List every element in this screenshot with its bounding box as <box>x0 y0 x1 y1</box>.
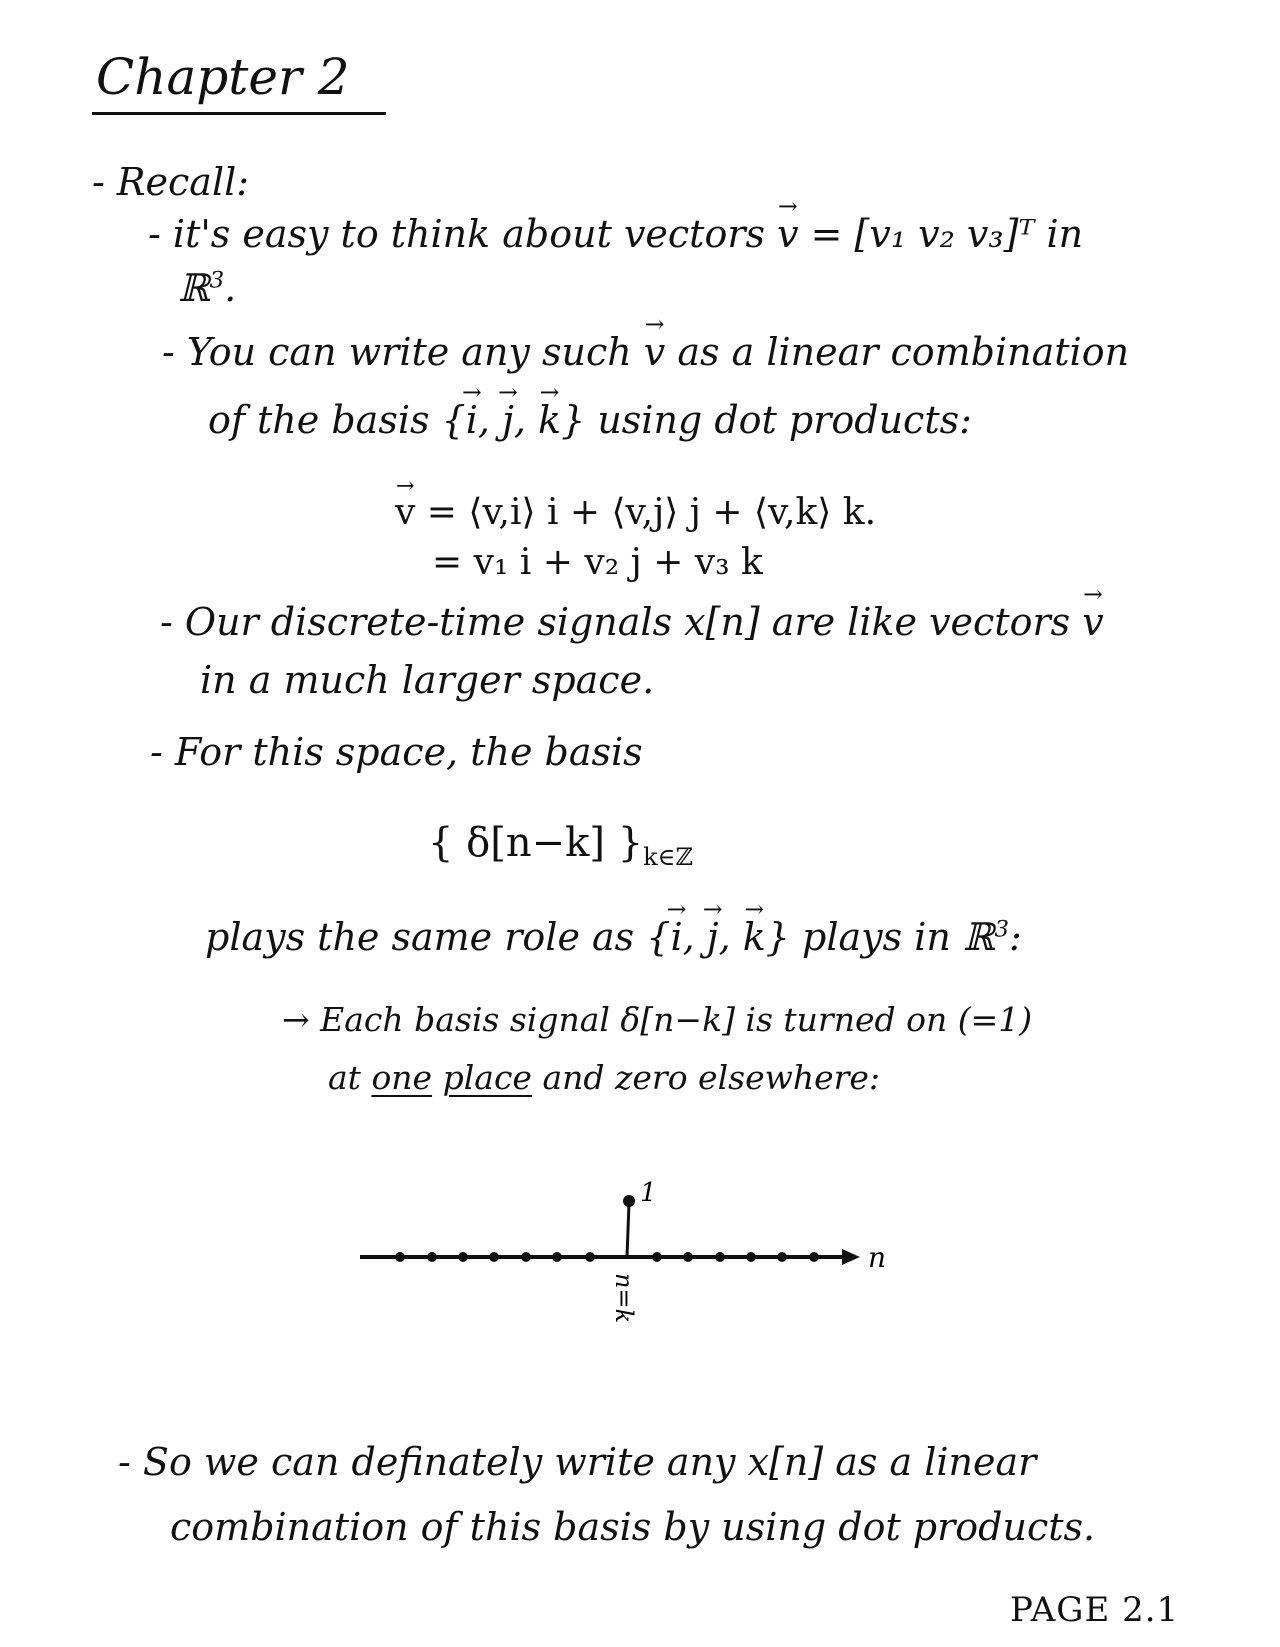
axis-label: n <box>868 1241 887 1274</box>
text-span: and zero elsewhere: <box>531 1058 881 1097</box>
bullet-final-line-1: - So we can definately write any x[n] as a linear <box>118 1440 1037 1484</box>
text-span: plays the same role as { <box>205 915 671 959</box>
basis-set-subscript: k∈ℤ <box>643 843 693 871</box>
vector-j: → j <box>707 915 719 959</box>
axis-arrowhead <box>842 1249 860 1265</box>
sample-dot <box>521 1252 531 1262</box>
sample-dot <box>552 1252 562 1262</box>
sample-dot <box>652 1252 662 1262</box>
impulse-stem <box>627 1203 629 1257</box>
text-span: } plays in ℝ <box>765 915 995 959</box>
position-label: n=k <box>610 1273 638 1324</box>
sample-dot <box>585 1252 595 1262</box>
text-span: : <box>1009 915 1022 959</box>
vector-i: → i <box>466 398 478 442</box>
basis-set-text: { δ[n−k] } <box>428 820 644 866</box>
underlined-one: one <box>371 1058 433 1097</box>
sample-dot <box>777 1252 787 1262</box>
text-span: of the basis { <box>208 398 466 442</box>
sample-dot <box>715 1252 725 1262</box>
page-number: PAGE 2.1 <box>1010 1590 1180 1630</box>
impulse-diagram <box>350 1178 910 1345</box>
sample-dot <box>809 1252 819 1262</box>
bullet-signals-line <box>160 600 1104 644</box>
sample-dot <box>395 1252 405 1262</box>
impulse-label: 1 <box>640 1178 657 1208</box>
sample-dot <box>683 1252 693 1262</box>
superscript: 3 <box>209 267 225 294</box>
superscript: 3 <box>994 916 1010 943</box>
equation-text: = ⟨v,i⟩ i + ⟨v,j⟩ j + ⟨v,k⟩ k. <box>415 492 877 533</box>
impulse-head <box>623 1195 635 1207</box>
arrow-line-1: → Each basis signal δ[n−k] is turned on (=1) <box>282 1000 1033 1039</box>
bullet-basis-line <box>208 398 972 442</box>
sample-dot <box>458 1252 468 1262</box>
text-span: , <box>682 915 707 959</box>
bullet-easy-line <box>148 212 1083 256</box>
bullet-write-line <box>162 330 1129 374</box>
vector-j: → j <box>502 398 514 442</box>
text-span: at <box>328 1058 372 1097</box>
text-span: , <box>477 398 503 442</box>
real-space-symbol: ℝ <box>178 266 210 310</box>
vector-v: → v <box>644 330 665 374</box>
bullet-space-line: - For this space, the basis <box>150 730 643 774</box>
plays-line <box>205 915 1022 959</box>
text-span: - Our discrete-time signals x[n] are like vectors <box>160 600 1083 644</box>
underlined-place: place <box>442 1058 532 1097</box>
text-span: , <box>513 398 539 442</box>
equation-line-2: = v₁ i + v₂ j + v₃ k <box>432 542 763 583</box>
sample-dot <box>489 1252 499 1262</box>
text-span: , <box>718 915 743 959</box>
vector-v: → v <box>1082 600 1103 644</box>
recall-heading: - Recall: <box>92 160 250 204</box>
vector-i: → i <box>670 915 682 959</box>
equation-line-1 <box>395 492 876 533</box>
vector-k: → k <box>743 915 766 959</box>
text-span <box>432 1058 443 1097</box>
arrow-line-2 <box>328 1058 880 1097</box>
text-span: - You can write any such <box>162 330 644 374</box>
text-span: as a linear combination <box>665 330 1130 374</box>
bullet-final-line-2: combination of this basis by using dot products. <box>170 1505 1096 1549</box>
text-span: - it's easy to think about vectors <box>148 212 778 256</box>
page-title: Chapter 2 <box>92 48 386 115</box>
text-span: . <box>224 266 237 310</box>
vector-v: → v <box>777 212 798 256</box>
text-span: = [v₁ v₂ v₃]ᵀ in <box>798 212 1084 256</box>
bullet-easy-space <box>178 266 236 310</box>
basis-set <box>428 820 693 871</box>
bullet-signals-line2: in a much larger space. <box>200 658 655 702</box>
text-span: } using dot products: <box>561 398 972 442</box>
sample-dot <box>427 1252 437 1262</box>
sample-dot <box>746 1252 756 1262</box>
vector-v: → v <box>395 492 415 533</box>
vector-k: → k <box>538 398 561 442</box>
